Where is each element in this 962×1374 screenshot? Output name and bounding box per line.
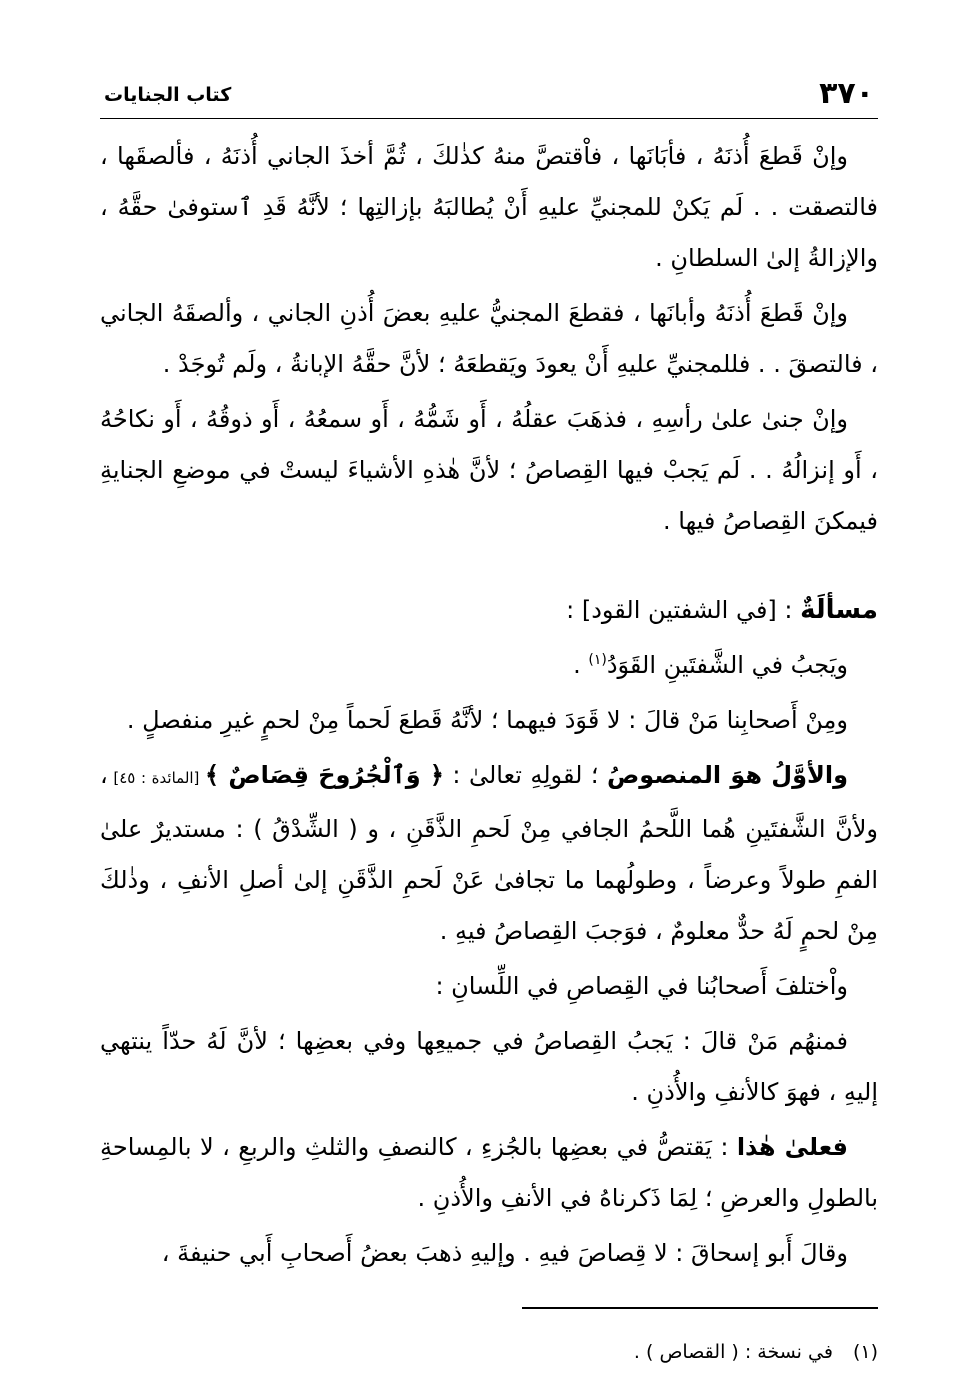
paragraph-10: وقالَ أَبو إسحاقَ : لا قِصاصَ فيهِ . وإليهِ ذهبَ بعضُ أَصحابِ أَبي حنيفةَ ، — [161, 1239, 848, 1267]
paragraph-9 — [100, 1122, 878, 1224]
page — [100, 70, 878, 1367]
paragraph-6-part-b: ، ولأنَّ الشَّفتَينِ هُما اللَّحمُ الجافي مِنْ لَحمِ الذَّقَنِ ، و ( الشِّدْقُ ) : مستديرٌ علىٰ الفمِ طولاً وعرضاً ، وطولُهما ما تجافىٰ عَنْ لَحمِ الذَّقَنِ إلىٰ أصلِ الأنفِ ، وذٰلكَ مِنْ لحمٍ لَهُ حدٌّ معلومٌ ، فوَجبَ القِصاصُ فيهِ . — [100, 761, 878, 945]
paragraph-8: فمنهُم مَنْ قالَ : يَجبُ القِصاصُ في جميعِها وفي بعضِها ؛ لأنَّ لَهُ حدّاً ينتهي إليهِ ، فهوَ كالأنفِ والأُذنِ . — [100, 1027, 878, 1106]
paragraph-7: واْختلفَ أَصحابُنا في القِصاصِ في اللِّسانِ : — [435, 972, 848, 1000]
body-text — [100, 131, 878, 1279]
paragraph-5: ومِنْ أَصحابِنا مَنْ قالَ : لا قَوَدَ فيهما ؛ لأنَّهُ قَطعَ لَحماً مِنْ لحمٍ غيرِ منفصلٍ . — [126, 706, 848, 734]
footnote-number: (١) — [852, 1341, 878, 1363]
paragraph-4-text: ويَجبُ في الشَّفتَينِ القَوَدُ — [606, 651, 848, 679]
paragraph-6 — [100, 750, 878, 957]
paragraph-4 — [100, 640, 878, 691]
paragraph-1: وإنْ قَطعَ أُذنَهُ ، فأبَانَها ، فاْقتصَّ منهُ كذٰلكَ ، ثُمَّ أخذَ الجاني أُذنَهُ ، فألصقَها ، فالتصقت . . لَم يَكنْ للمجنيِّ عليهِ أَنْ يُطالبَهُ بإزالتِها ؛ لأنَّهُ قَدِ ٱستوفىٰ حقَّهُ ، والإزالةُ إلىٰ السلطانِ . — [100, 142, 878, 272]
footnote — [100, 1337, 878, 1367]
footnote-text: في نسخة : ( القصاص ) . — [633, 1341, 833, 1363]
verse-reference: [المائدة : ٤٥] — [107, 769, 206, 787]
paragraph-2: وإنْ قَطعَ أُذنَهُ وأبانَها ، فقطعَ المجنيُّ عليهِ بعضَ أُذنِ الجاني ، وألصقَهُ الجاني ، فالتصقَ . . فللمجنيِّ عليهِ أَنْ يعودَ ويَقطعَهُ ؛ لأنَّ حقَّهُ الإبانةُ ، ولَم تُوجَدْ . — [100, 299, 878, 378]
book-title: كتاب الجنايات — [104, 84, 232, 106]
footnote-reference[interactable]: (١) — [588, 652, 607, 668]
paragraph-4-end: . — [573, 651, 589, 679]
page-number: ٣٧٠ — [819, 76, 874, 111]
quran-verse: ﴿ وَٱلْجُرُوحَ قِصَاصٌ ﴾ — [205, 761, 444, 789]
section-heading — [100, 585, 878, 636]
section-gap — [100, 551, 878, 585]
paragraph-3: وإنْ جنىٰ علىٰ رأسِهِ ، فذهَبَ عقلُهُ ، أَو شَمُّهُ ، أَو سمعُهُ ، أَو ذوقُهُ ، أَو نكاحُهُ ، أَو إنزالُهُ . . لَم يَجبْ فيها القِصاصُ ؛ لأنَّ هٰذهِ الأشياءَ ليستْ في موضعِ الجنايةِ فيمكنَ القِصاصُ فيها . — [100, 405, 878, 535]
footnote-divider — [522, 1307, 878, 1309]
paragraph-6-part-a: ؛ لقولِهِ تعالىٰ : — [443, 761, 608, 789]
paragraph-9-rest: : يَقتصُّ في بعضِها بالجُزءِ ، كالنصفِ والثلثِ والربعِ ، لا بالمِساحةِ بالطولِ والعرضِ ؛ لِمَا ذَكرناهُ في الأنفِ والأُذنِ . — [100, 1133, 878, 1212]
masala-word: مسألَةٌ — [800, 595, 878, 625]
masala-title: : [في الشفتين القود] : — [566, 596, 801, 624]
running-header — [100, 70, 878, 119]
paragraph-9-lead: فعلىٰ هٰذا — [736, 1133, 848, 1161]
paragraph-6-lead: والأوَّلُ هوَ المنصوصُ — [607, 761, 848, 789]
